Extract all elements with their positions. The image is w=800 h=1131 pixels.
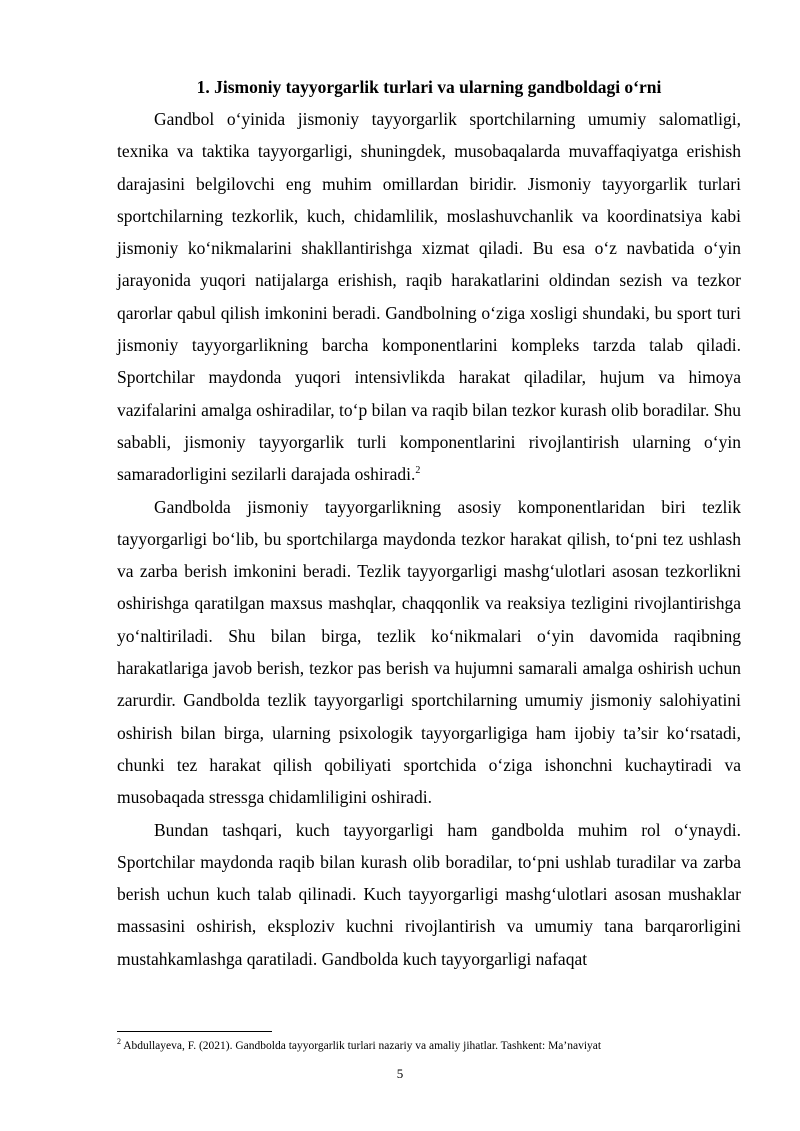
- footnote-marker: 2: [117, 1037, 121, 1047]
- section-number: 1: [196, 77, 206, 97]
- section-title: [117, 72, 741, 103]
- section-title-text: Jismoniy tayyorgarlik turlari va ularning gandboldagi o‘rni: [214, 77, 662, 97]
- page-number: 5: [396, 1066, 404, 1081]
- paragraph-text: Gandbol o‘yinida jismoniy tayyorgarlik sportchilarning umumiy salomatligi, texnika va taktika tayyorgarligi, shuningdek, musobaqalarda muvaffaqiyatga erishish darajasini belgilovchi eng muhim omillardan biridir. Jismoniy tayyorgarlik turlari sportchilarning tezkorlik, kuch, chidamlilik, moslashuvchanlik va koordinatsiya kabi jismoniy ko‘nikmalarini shakllantirishga xizmat qiladi. Bu esa o‘z navbatida o‘yin jarayonida yuqori natijalarga erishish, raqib harakatlarini oldindan sezish va tezkor qarorlar qabul qilish imkonini beradi. Gandbolning o‘ziga xosligi shundaki, bu sport turi jismoniy tayyorgarlikning barcha komponentlarini kompleks tarzda talab qiladi. Sportchilar maydonda yuqori intensivlikda harakat qiladilar, hujum va himoya vazifalarini amalga oshiradilar, to‘p bilan va raqib bilan tezkor kurash olib boradilar. Shu sababli, jismoniy tayyorgarlik turli komponentlarini rivojlantirish ularning o‘yin samaradorligini sezilarli darajada oshiradi.: [117, 109, 741, 485]
- footnote-separator: [117, 1031, 272, 1032]
- page-content: [117, 72, 741, 975]
- paragraph: [117, 103, 741, 491]
- paragraph: Bundan tashqari, kuch tayyorgarligi ham gandbolda muhim rol o‘ynaydi. Sportchilar maydonda raqib bilan kurash olib boradilar, to‘pni ushlab turadilar va zarba berish uchun kuch talab qilinadi. Kuch tayyorgarligi mashg‘ulotlari asosan mushaklar massasini oshirish, eksploziv kuchni rivojlantirish va umumiy tana barqarorligini mustahkamlashga qaratiladi. Gandbolda kuch tayyorgarligi nafaqat: [117, 819, 741, 969]
- paragraph: Gandbolda jismoniy tayyorgarlikning asosiy komponentlaridan biri tezlik tayyorgarligi bo‘lib, bu sportchilarga maydonda tezkor harakat qilish, to‘pni tez ushlash va zarba berish imkonini beradi. Tezlik tayyorgarligi mashg‘ulotlari asosan tezkorlikni oshirishga qaratilgan maxsus mashqlar, chaqqonlik va reaksiya tezligini rivojlantirishga yo‘naltiriladi. Shu bilan birga, tezlik ko‘nikmalari o‘yin davomida raqibning harakatlariga javob berish, tezkor pas berish va hujumni samarali amalga oshirish uchun zarurdir. Gandbolda tezlik tayyorgarligi sportchilarning umumiy jismoniy salohiyatini oshirish bilan birga, ularning psixologik tayyorgarligiga ham ijobiy ta’sir ko‘rsatadi, chunki tez harakat qilish qobiliyati sportchida o‘ziga ishonchni kuchaytiradi va musobaqada stressga chidamliligini oshiradi.: [117, 496, 741, 808]
- footnote: [117, 1039, 757, 1054]
- footnote-reference[interactable]: 2: [415, 465, 421, 477]
- footnote-text: Abdullayeva, F. (2021). Gandbolda tayyorgarlik turlari nazariy va amaliy jihatlar. Tashkent: Ma’naviyat: [121, 1040, 602, 1052]
- title-separator: .: [205, 77, 215, 97]
